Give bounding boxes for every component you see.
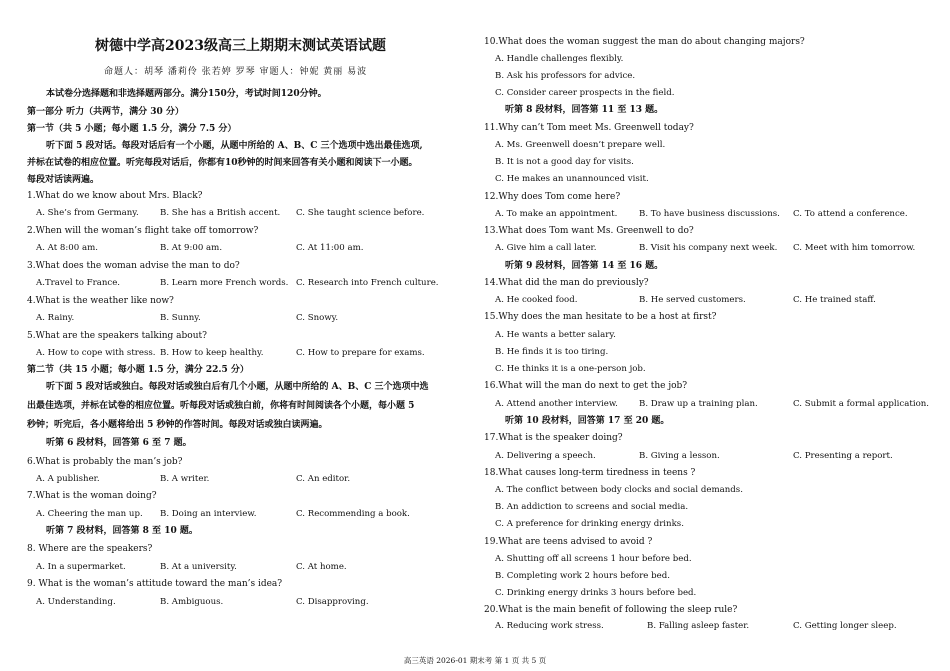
question-stem: 3.What does the woman advise the man to do? [27,261,240,271]
option-c: C. Meet with him tomorrow. [793,243,916,253]
question-stem: 15.Why does the man hesitate to be a host at first? [484,312,717,322]
option-c: C. He trained staff. [793,295,876,305]
option-b: B. Giving a lesson. [639,451,720,461]
question-stem: 11.Why can’t Tom meet Ms. Greenwell today? [484,123,694,133]
material-heading: 听第 9 段材料，回答第 14 至 16 题。 [505,261,664,271]
option-c: C. To attend a conference. [793,209,908,219]
option-c: C. She taught science before. [296,208,425,218]
option-a: A. Rainy. [36,313,75,323]
question-stem: 7.What is the woman doing? [27,491,157,501]
option-b: B. Falling asleep faster. [647,621,750,631]
option-a: A. Give him a call later. [495,243,597,253]
question-stem: 5.What are the speakers talking about? [27,331,207,341]
option-b: B. How to keep healthy. [160,348,264,358]
material-heading: 听第 10 段材料，回答第 17 至 20 题。 [505,416,670,426]
question-stem: 1.What do we know about Mrs. Black? [27,191,203,201]
option-c: C. How to prepare for exams. [296,348,425,358]
option-b: B. A writer. [160,474,210,484]
option-a: A. Shutting off all screens 1 hour before bed. [495,554,692,564]
option-a: A. A publisher. [36,474,100,484]
page-footer: 高三英语 2026-01 期末考 第 1 页 共 5 页 [403,656,547,665]
option-b: B. She has a British accent. [160,208,281,218]
material-heading: 听第 6 段材料，回答第 6 至 7 题。 [46,438,192,448]
option-c: C. At 11:00 am. [296,243,364,253]
part1-title: 第一部分 听力（共两节，满分 30 分） [27,107,184,117]
authors-line: 命题人：胡琴 潘莉伶 张若婷 罗琴 审题人：钟妮 黄丽 易波 [104,67,368,77]
question-stem: 4.What is the weather like now? [27,296,174,306]
question-stem: 2.When will the woman’s flight take off tomorrow? [27,226,259,236]
option-a: A. Cheering the man up. [36,509,143,519]
option-c: C. He thinks it is a one-person job. [495,364,646,374]
option-b: B. Ask his professors for advice. [495,71,636,81]
option-b: B. Learn more French words. [160,278,289,288]
option-c: C. At home. [296,562,347,572]
option-a: A. He wants a better salary. [495,330,616,340]
option-a: A. Ms. Greenwell doesn’t prepare well. [495,140,666,150]
question-stem: 17.What is the speaker doing? [484,433,623,443]
option-a: A. Attend another interview. [495,399,618,409]
option-a: A. She’s from Germany. [36,208,139,218]
material-heading: 听第 7 段材料，回答第 8 至 10 题。 [46,526,198,536]
option-a: A. He cooked food. [495,295,578,305]
section1-instruction: 听下面 5 段对话。每段对话后有一个小题，从题中所给的 A、B、C 三个选项中选出最佳选项, [46,141,423,151]
question-stem: 16.What will the man do next to get the job? [484,381,688,391]
option-c: C. A preference for drinking energy drinks. [495,519,684,529]
option-c: C. Presenting a report. [793,451,893,461]
question-stem: 9. What is the woman’s attitude toward the man’s idea? [27,579,283,589]
option-a: A. To make an appointment. [495,209,618,219]
option-a: A. At 8:00 am. [36,243,98,253]
option-b: B. At a university. [160,562,237,572]
section2-title: 第二节（共 15 小题；每小题 1.5 分，满分 22.5 分） [27,365,249,375]
option-a: A.Travel to France. [36,278,121,288]
question-stem: 14.What did the man do previously? [484,278,649,288]
option-a: A. Handle challenges flexibly. [495,54,624,64]
section2-instruction: 秒钟；听完后，各小题将给出 5 秒钟的作答时间。每段对话或独白读两遍。 [27,420,328,430]
option-c: C. Getting longer sleep. [793,621,897,631]
option-c: C. Submit a formal application. [793,399,930,409]
section1-title: 第一节（共 5 小题；每小题 1.5 分，满分 7.5 分） [27,124,237,134]
question-stem: 10.What does the woman suggest the man do about changing majors? [484,37,805,47]
option-b: B. It is not a good day for visits. [495,157,634,167]
option-b: B. Completing work 2 hours before bed. [495,571,670,581]
section1-instruction: 并标在试卷的相应位置。听完每段对话后，你都有10秒钟的时间来回答有关小题和阅读下一小题。 [27,158,418,168]
option-c: C. Recommending a book. [296,509,410,519]
option-b: B. An addiction to screens and social media. [495,502,689,512]
question-stem: 12.Why does Tom come here? [484,192,621,202]
option-b: B. Visit his company next week. [639,243,778,253]
option-b: B. Ambiguous. [160,597,224,607]
exam-notice: 本试卷分选择题和非选择题两部分。满分150分，考试时间120分钟。 [46,89,327,99]
option-b: B. Doing an interview. [160,509,257,519]
option-b: B. To have business discussions. [639,209,780,219]
section1-instruction: 每段对话读两遍。 [27,175,100,185]
section2-instruction: 听下面 5 段对话或独白。每段对话或独白后有几个小题，从题中所给的 A、B、C 三个选项中选 [46,382,429,392]
section2-instruction: 出最佳选项，并标在试卷的相应位置。听每段对话或独白前，你将有时间阅读各个小题，每小题 5 [27,401,415,411]
option-b: B. At 9:00 am. [160,243,223,253]
question-stem: 13.What does Tom want Ms. Greenwell to do? [484,226,694,236]
question-stem: 6.What is probably the man’s job? [27,457,183,467]
question-stem: 18.What causes long-term tiredness in teens ? [484,468,696,478]
question-stem: 8. Where are the speakers? [27,544,153,554]
question-stem: 19.What are teens advised to avoid ? [484,537,653,547]
option-b: B. Draw up a training plan. [639,399,758,409]
option-b: B. Sunny. [160,313,201,323]
option-c: C. Research into French culture. [296,278,439,288]
option-a: A. Reducing work stress. [495,621,604,631]
option-c: C. An editor. [296,474,351,484]
option-c: C. He makes an unannounced visit. [495,174,649,184]
option-c: C. Disapproving. [296,597,369,607]
option-c: C. Drinking energy drinks 3 hours before bed. [495,588,697,598]
option-a: A. How to cope with stress. [36,348,156,358]
material-heading: 听第 8 段材料，回答第 11 至 13 题。 [505,105,664,115]
option-b: B. He finds it is too tiring. [495,347,609,357]
option-b: B. He served customers. [639,295,746,305]
page-title: 树德中学高2023级高三上期期末测试英语试题 [95,38,386,54]
question-stem: 20.What is the main benefit of following the sleep rule? [484,605,738,615]
option-c: C. Snowy. [296,313,339,323]
option-a: A. Delivering a speech. [495,451,596,461]
option-a: A. The conflict between body clocks and social demands. [495,485,743,495]
option-c: C. Consider career prospects in the field. [495,88,675,98]
option-a: A. In a supermarket. [36,562,126,572]
option-a: A. Understanding. [36,597,116,607]
